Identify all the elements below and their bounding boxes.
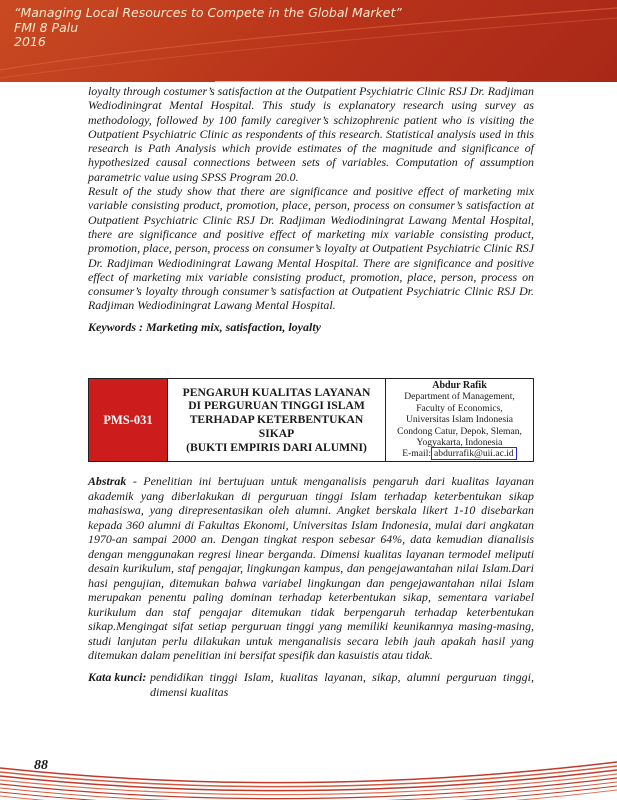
abstract-paragraph: Result of the study show that there are significance and positive effect of marketing mix variable consisting product, promotion, place, person, process on consumer’s satisfaction at Outpatient Psychiatric Clinic RSJ Dr. Radjiman Wediodiningrat Lawang Mental Hospital, there are significance and positive effect of marketing mix variable consisting product, promotion, place, person, process on consumer’s loyalty at Outpatient Psychiatric Clinic RSJ Dr. Radjiman Wediodiningrat Lawang Mental Hospital. There are significance and positive effect of marketing mix variable consisting product, promotion, place, person, process on consumer’s loyalty through consumer’s satisfaction at Outpatient Psychiatric Clinic RSJ Dr. Radjiman Wediodiningrat Lawang Mental Hospital. <box>88 184 534 313</box>
page-number: 88 <box>34 758 48 773</box>
conference-header <box>14 6 402 50</box>
author-info <box>386 379 533 461</box>
indonesian-abstract <box>88 474 534 663</box>
indonesian-keywords <box>88 670 534 699</box>
paper-title <box>168 379 386 461</box>
abstrak-text: - Penelitian ini bertujuan untuk menganalisis pengaruh dari kualitas layanan akademik yang diberlakukan di perguruan tinggi Islam terhadap keterbentukan sikap mahasiswa, yang direpresentasikan oleh alumni. Angket berskala likert 1-10 disebarkan kepada 360 alumni di Fakultas Ekonomi, Universitas Islam Indonesia, mulai dari angkatan 1970-an sampai 2000 an. Dengan tingkat respon sebesar 64%, data kemudian dianalisis dengan menggunakan regresi linear berganda. Dimensi kualitas layanan termodel meliputi desain kurikulum, staf pengajar, lingkungan kampus, dan pengejawantahan nilai Islam.Dari hasi pengujian, ditemukan bahwa variabel lingkungan dan pengejawantahan nilai Islam merupakan penentu paling dominan terhadap keterbentukan sikap, sementara variabel kurikulum dan staf pengajar ditemukan tidak berpengaruh terhadap keterbentukan sikap.Mengingat sifat setiap perguruan tinggi yang memiliki keunikannya masing-masing, studi lanjutan perlu dilakukan untuk menganalisis secara lebih jauh apakah hasil yang ditemukan dalam penelitian ini bersifat spesifik dan kasuistis atau tidak. <box>88 474 534 662</box>
page-header <box>0 0 617 82</box>
paper-title-line: TERHADAP KETERBENTUKAN <box>189 413 364 427</box>
author-name: Abdur Rafik <box>432 380 487 391</box>
paper-info-box <box>88 378 534 462</box>
conference-theme: “Managing Local Resources to Compete in the Global Market” <box>14 5 402 20</box>
conference-name: FMI 8 Palu <box>14 19 79 35</box>
header-rule <box>215 81 507 82</box>
affiliation-line: Department of Management, <box>404 391 515 403</box>
kata-kunci-label: Kata kunci: <box>88 670 147 684</box>
paper-code: PMS-031 <box>89 379 168 461</box>
author-email-link[interactable]: abdurrafik@uii.ac.id <box>431 447 517 460</box>
affiliation-line: Faculty of Economics, <box>416 402 503 414</box>
abstrak-paragraph <box>88 474 534 663</box>
affiliation-line: Yogyakarta, Indonesia <box>416 437 503 449</box>
abstrak-label: Abstrak <box>88 474 127 488</box>
email-row <box>402 448 516 459</box>
affiliation-line: Condong Catur, Depok, Sleman, <box>397 425 522 437</box>
paper-title-line: PENGARUH KUALITAS LAYANAN <box>182 385 371 399</box>
english-abstract <box>88 84 534 313</box>
abstract-paragraph: loyalty through costumer’s satisfaction at the Outpatient Psychiatric Clinic RSJ Dr. Radjiman Wediodiningrat Mental Hospital. This study is explanatory research using survey as methodology, followed by 100 family caregiver’s schizophrenic patient who is visiting the Outpatient Psychiatric Clinic as respondents of this research. Statistical analysis used in this research is Path Analysis which provide estimates of the magnitude and significance of hypothesized causal connections between sets of variables. Computation of assumption parametric value using SPSS Program 20.0. <box>88 84 534 184</box>
conference-year: 2016 <box>14 34 46 49</box>
english-keywords: Keywords : Marketing mix, satisfaction, loyalty <box>88 320 321 334</box>
paper-title-line: SIKAP <box>258 426 295 440</box>
email-label: E-mail: <box>402 448 432 460</box>
kata-kunci-text: pendidikan tinggi Islam, kualitas layanan, sikap, alumni perguruan tinggi, dimensi kualitas <box>150 670 534 699</box>
affiliation-line: Universitas Islam Indonesia <box>405 414 514 426</box>
footer-decoration <box>0 748 617 800</box>
paper-title-line: (BUKTI EMPIRIS DARI ALUMNI) <box>186 440 367 454</box>
paper-title-line: DI PERGURUAN TINGGI ISLAM <box>188 399 365 413</box>
